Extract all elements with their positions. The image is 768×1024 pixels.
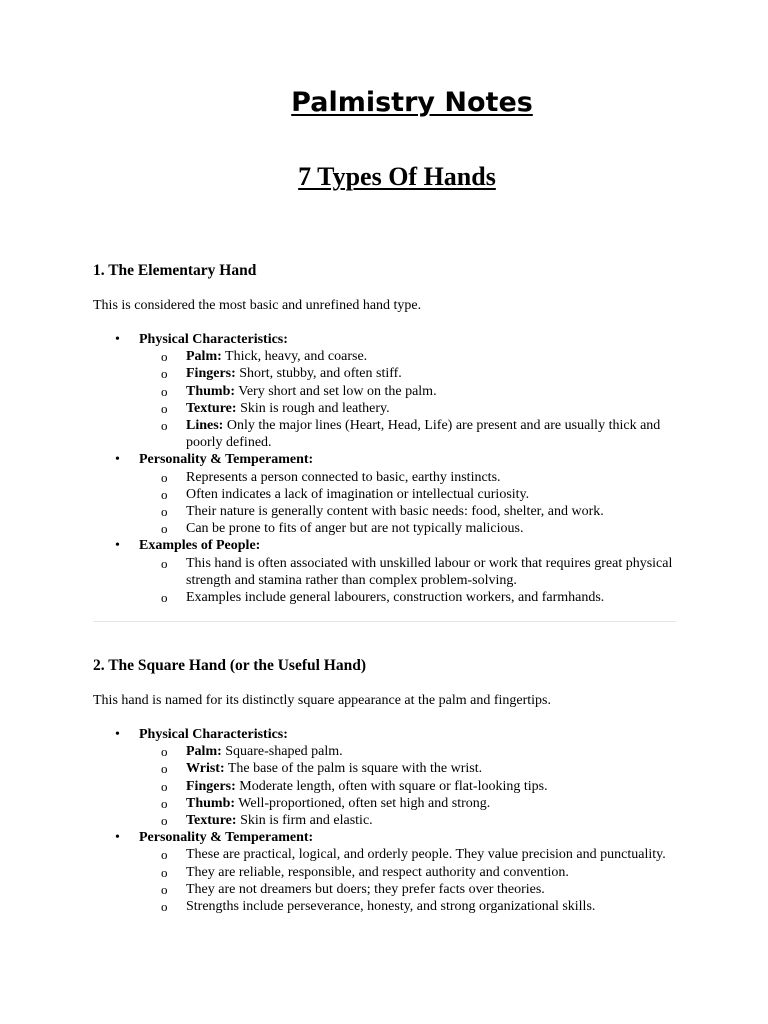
sub-list xyxy=(139,743,683,829)
bullet-category: Personality & Temperament: xyxy=(139,452,314,468)
section-intro: This hand is named for its distinctly square appearance at the palm and fingertips. xyxy=(93,693,551,708)
sub-item: o Fingers: Short, stubby, and often stiff. xyxy=(139,365,683,382)
document-title: Palmistry Notes xyxy=(291,87,533,118)
sub-list xyxy=(139,348,683,451)
sub-list xyxy=(139,846,683,915)
sub-item: o This hand is often associated with unskilled labour or work that requires great physical strength and stamina rather than complex problem-solving. xyxy=(139,555,683,589)
sub-item: o They are reliable, responsible, and respect authority and convention. xyxy=(139,864,683,881)
sub-item: o Represents a person connected to basic, earthy instincts. xyxy=(139,469,683,486)
bullet-item xyxy=(93,451,683,537)
bullet-item xyxy=(93,829,683,915)
sub-list xyxy=(139,555,683,607)
bullet-list xyxy=(93,331,683,606)
bullet-category: Physical Characteristics: xyxy=(139,332,288,347)
sub-item: o Texture: Skin is rough and leathery. xyxy=(139,400,683,417)
document-subtitle: 7 Types Of Hands xyxy=(298,162,496,191)
section-elementary-hand xyxy=(93,261,683,606)
bullet-category: Physical Characteristics: xyxy=(139,727,288,742)
sub-item: o These are practical, logical, and orderly people. They value precision and punctuality. xyxy=(139,846,683,863)
sub-item: o Often indicates a lack of imagination or intellectual curiosity. xyxy=(139,486,683,503)
sub-item: o They are not dreamers but doers; they prefer facts over theories. xyxy=(139,881,683,898)
sub-item: o Palm: Thick, heavy, and coarse. xyxy=(139,348,683,365)
bullet-list xyxy=(93,726,683,915)
sub-item: o Can be prone to fits of anger but are not typically malicious. xyxy=(139,520,683,537)
sub-item: o Strengths include perseverance, honesty, and strong organizational skills. xyxy=(139,898,683,915)
sub-item: o Thumb: Well-proportioned, often set high and strong. xyxy=(139,795,683,812)
sub-item: o Wrist: The base of the palm is square with the wrist. xyxy=(139,760,683,777)
sub-item: o Lines: Only the major lines (Heart, Head, Life) are present and are usually thick and poorly defined. xyxy=(139,417,683,451)
bullet-category: Examples of People: xyxy=(139,538,261,554)
bullet-item xyxy=(93,331,683,451)
bullet-category: Personality & Temperament: xyxy=(139,830,314,846)
bullet-item xyxy=(93,537,683,606)
section-intro: This is considered the most basic and unrefined hand type. xyxy=(93,298,422,313)
sub-item: o Fingers: Moderate length, often with square or flat-looking tips. xyxy=(139,778,683,795)
section-square-hand xyxy=(93,656,683,915)
sub-item: o Thumb: Very short and set low on the palm. xyxy=(139,383,683,400)
sub-item: o Their nature is generally content with basic needs: food, shelter, and work. xyxy=(139,503,683,520)
sub-list xyxy=(139,469,683,538)
bullet-item xyxy=(93,726,683,829)
section-heading: 2. The Square Hand (or the Useful Hand) xyxy=(93,657,367,674)
section-divider xyxy=(93,621,676,622)
section-heading: 1. The Elementary Hand xyxy=(93,262,257,279)
sub-item: o Palm: Square-shaped palm. xyxy=(139,743,683,760)
sub-item: o Texture: Skin is firm and elastic. xyxy=(139,812,683,829)
sub-item: o Examples include general labourers, construction workers, and farmhands. xyxy=(139,589,683,606)
